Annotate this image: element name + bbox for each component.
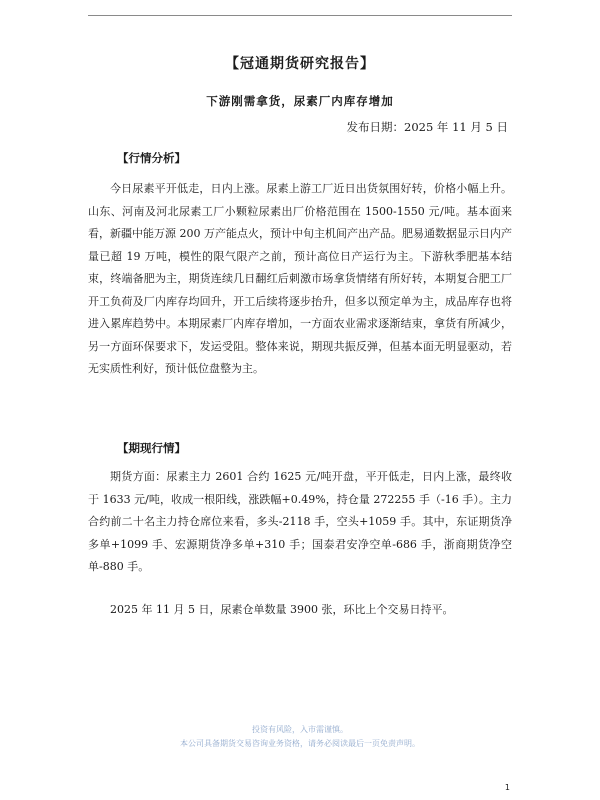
publish-date: 发布日期：2025 年 11 月 5 日 xyxy=(346,120,508,134)
risk-warning-line: 投资有风险，入市需谨慎。 xyxy=(252,725,348,734)
qualification-line: 本公司具备期货交易咨询业务资格，请务必阅读最后一页免责声明。 xyxy=(180,739,420,748)
market-analysis-paragraph: 今日尿素平开低走，日内上涨。尿素上游工厂近日出货氛围好转，价格小幅上升。山东、河南及河北尿素工厂小颗粒尿素出厂价格范围在 1500-1550 元/吨。基本面来看，新疆中能万源 200 万产能点火，预计中旬主机间产出产品。肥易通数据显示日内产量已超 19 万吨，模性的限气限产之前，预计高位日产运行为主。下游秋季肥基本结束，终端备肥为主，期货连续几日翻红后刺激市场拿货情绪有所好转，本期复合肥工厂开工负荷及厂内库存均回升，开工后续将逐步抬升，但多以预定单为主，成品库存也将进入累库趋势中。本期尿素厂内库存增加，一方面农业需求逐渐结束，拿货有所减少，另一方面环保要求下，发运受阻。整体来说，期现共振反弹，但基本面无明显驱动，若无实质性利好，预计低位盘整为主。 xyxy=(88,182,512,375)
report-subtitle: 下游刚需拿货，尿素厂内库存增加 xyxy=(206,94,394,108)
header-rule xyxy=(88,15,512,16)
section-heading-market-analysis: 【行情分析】 xyxy=(117,151,186,165)
report-title: 【冠通期货研究报告】 xyxy=(225,56,375,72)
page-number: 1 xyxy=(504,783,510,792)
warrant-paragraph: 2025 年 11 月 5 日，尿素仓单数量 3900 张，环比上个交易日持平。 xyxy=(110,603,454,616)
footer-disclaimer xyxy=(0,723,600,751)
futures-spot-paragraph: 期货方面：尿素主力 2601 合约 1625 元/吨开盘，平开低走，日内上涨，最终收于 1633 元/吨，收成一根阳线，涨跌幅+0.49%，持仓量 272255 手（-16 手）。主力合约前二十名主力持仓席位来看，多头-2118 手，空头+1059 手。其中，东证期货净多单+1099 手、宏源期货净多单+310 手；国泰君安净空单-686 手，浙商期货净空单-880 手。 xyxy=(88,470,512,573)
section-heading-futures-spot: 【期现行情】 xyxy=(117,441,186,455)
